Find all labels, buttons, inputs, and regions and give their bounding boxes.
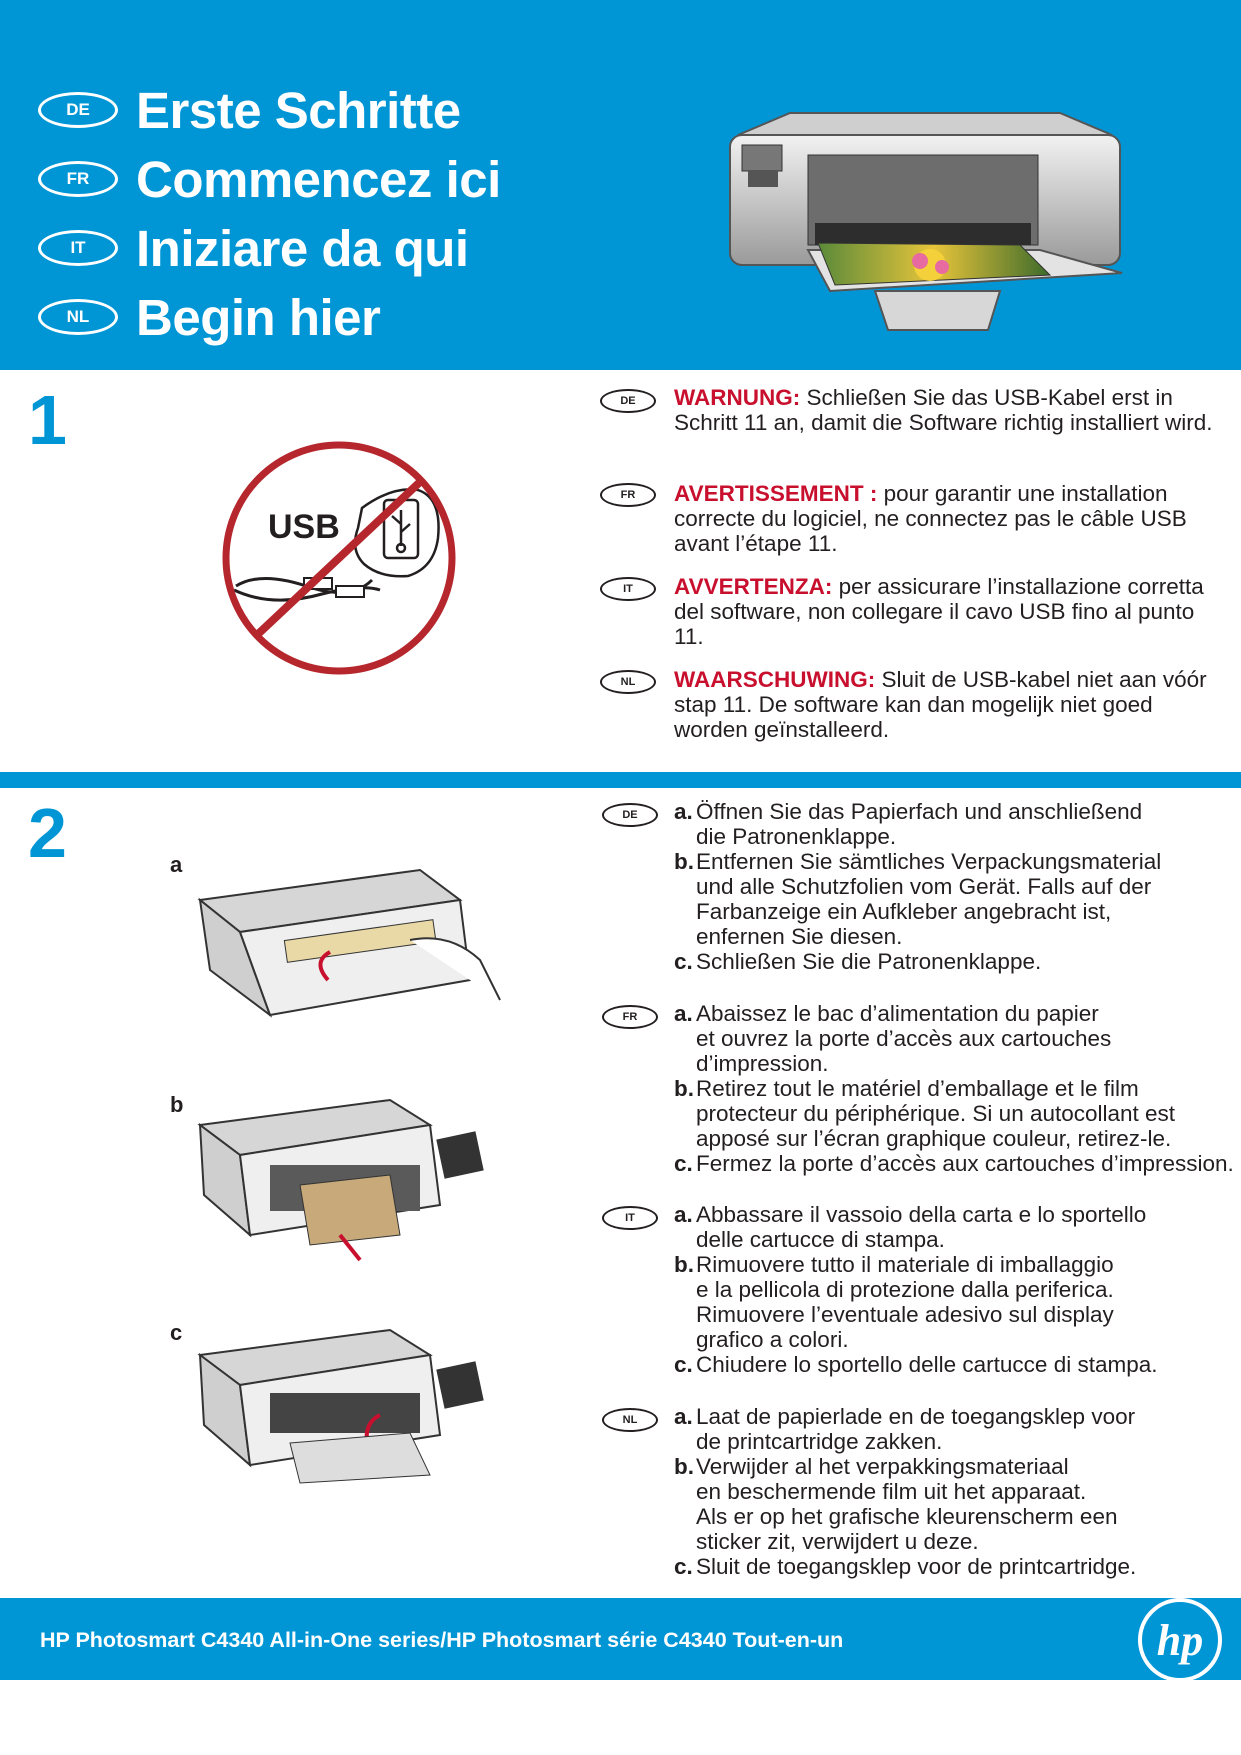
instruction-item: c. Schließen Sie die Patronenklappe. [674,949,1042,974]
warning-nl [674,667,1214,742]
instruction-item: b. Entfernen Sie sämtliches Verpackungsmaterial und alle Schutzfolien vom Gerät. Falls auf der Farbanzeige ein Aufkleber angebracht ist, enfernen Sie diesen. [674,849,1162,949]
instruction-item: a. Abaissez le bac d’alimentation du papier et ouvrez la porte d’accès aux cartouches d’impression. [674,1001,1112,1076]
lang-badge-it: IT [602,1206,658,1230]
no-usb-prohibition-icon [212,438,466,678]
lang-badge-it: IT [600,577,656,601]
lang-badge-de: DE [38,92,118,128]
instructions-de [674,799,1234,974]
lang-badge-nl: NL [38,299,118,335]
title-row-de [38,80,461,140]
instructions-it [674,1202,1234,1377]
warning-text: per assicurare l’installazione corretta del software, non collegare il cavo USB fino al punto 11. [674,574,1204,649]
instruction-item: c. Sluit de toegangsklep voor de printcartridge. [674,1554,1137,1579]
lang-badge-nl: NL [600,670,656,694]
warning-it [674,574,1214,649]
lang-badge-it: IT [38,230,118,266]
printer-illustration [720,105,1130,335]
title-row-it [38,218,469,278]
instruction-item: a. Abbassare il vassoio della carta e lo sportello delle cartucce di stampa. [674,1202,1147,1252]
figure-label-c: c [170,1320,183,1345]
figure-label-b: b [170,1092,184,1117]
instruction-item: a. Laat de papierlade en de toegangsklep voor de printcartridge zakken. [674,1404,1136,1454]
step-number-1: 1 [28,381,67,459]
figure-a-open-tray [190,860,510,1020]
warning-keyword: AVVERTENZA: [674,574,833,599]
step-number-2: 2 [28,794,67,872]
section-divider [0,772,1241,788]
warning-fr [674,481,1214,556]
lang-badge-fr: FR [602,1005,658,1029]
figure-b-remove-packaging [190,1095,510,1265]
title-row-fr [38,149,501,209]
instruction-item: b. Rimuovere tutto il materiale di imballaggio e la pellicola di protezione dalla periferica. Rimuovere l’eventuale adesivo sul display grafico a colori. [674,1252,1114,1352]
title-de: Erste Schritte [136,81,461,139]
warning-keyword: AVERTISSEMENT : [674,481,878,506]
warning-keyword: WAARSCHUWING: [674,667,876,692]
instructions-nl [674,1404,1234,1579]
instruction-item: a. Öffnen Sie das Papierfach und anschließend die Patronenklappe. [674,799,1143,849]
title-fr: Commencez ici [136,150,501,208]
title-it: Iniziare da qui [136,219,469,277]
header-banner [0,0,1241,370]
warning-text: Schließen Sie das USB-Kabel erst in Schritt 11 an, damit die Software richtig installiert wird. [674,385,1213,435]
warning-text: Sluit de USB-kabel niet aan vóór stap 11. De software kan dan mogelijk niet goed worden geïnstalleerd. [674,667,1207,742]
instruction-item: c. Fermez la porte d’accès aux cartouches d’impression. [674,1151,1234,1176]
lang-badge-de: DE [602,803,658,827]
footer-product-name: HP Photosmart C4340 All-in-One series/HP Photosmart série C4340 Tout-en-un [40,1628,844,1652]
instruction-item: b. Verwijder al het verpakkingsmateriaal en beschermende film uit het apparaat. Als er op het grafische kleurenscherm een sticker zit, verwijdert u deze. [674,1454,1118,1554]
figure-label-a: a [170,852,183,877]
figure-c-close-door [190,1325,510,1485]
warning-de [674,385,1214,435]
lang-badge-de: DE [600,389,656,413]
hp-logo-icon [1135,1595,1225,1685]
warning-text: pour garantir une installation correcte du logiciel, ne connectez pas le câble USB avant l’étape 11. [674,481,1187,556]
instruction-item: c. Chiudere lo sportello delle cartucce di stampa. [674,1352,1158,1377]
svg-text:hp: hp [1156,1616,1204,1665]
lang-badge-nl: NL [602,1408,658,1432]
usb-text: USB [268,508,340,546]
title-nl: Begin hier [136,288,381,346]
instruction-item: b. Retirez tout le matériel d’emballage et le film protecteur du périphérique. Si un autocollant est apposé sur l’écran graphique couleur, retirez-le. [674,1076,1176,1151]
warning-keyword: WARNUNG: [674,385,801,410]
title-row-nl [38,287,380,347]
lang-badge-fr: FR [600,483,656,507]
lang-badge-fr: FR [38,161,118,197]
instructions-fr [674,1001,1234,1176]
